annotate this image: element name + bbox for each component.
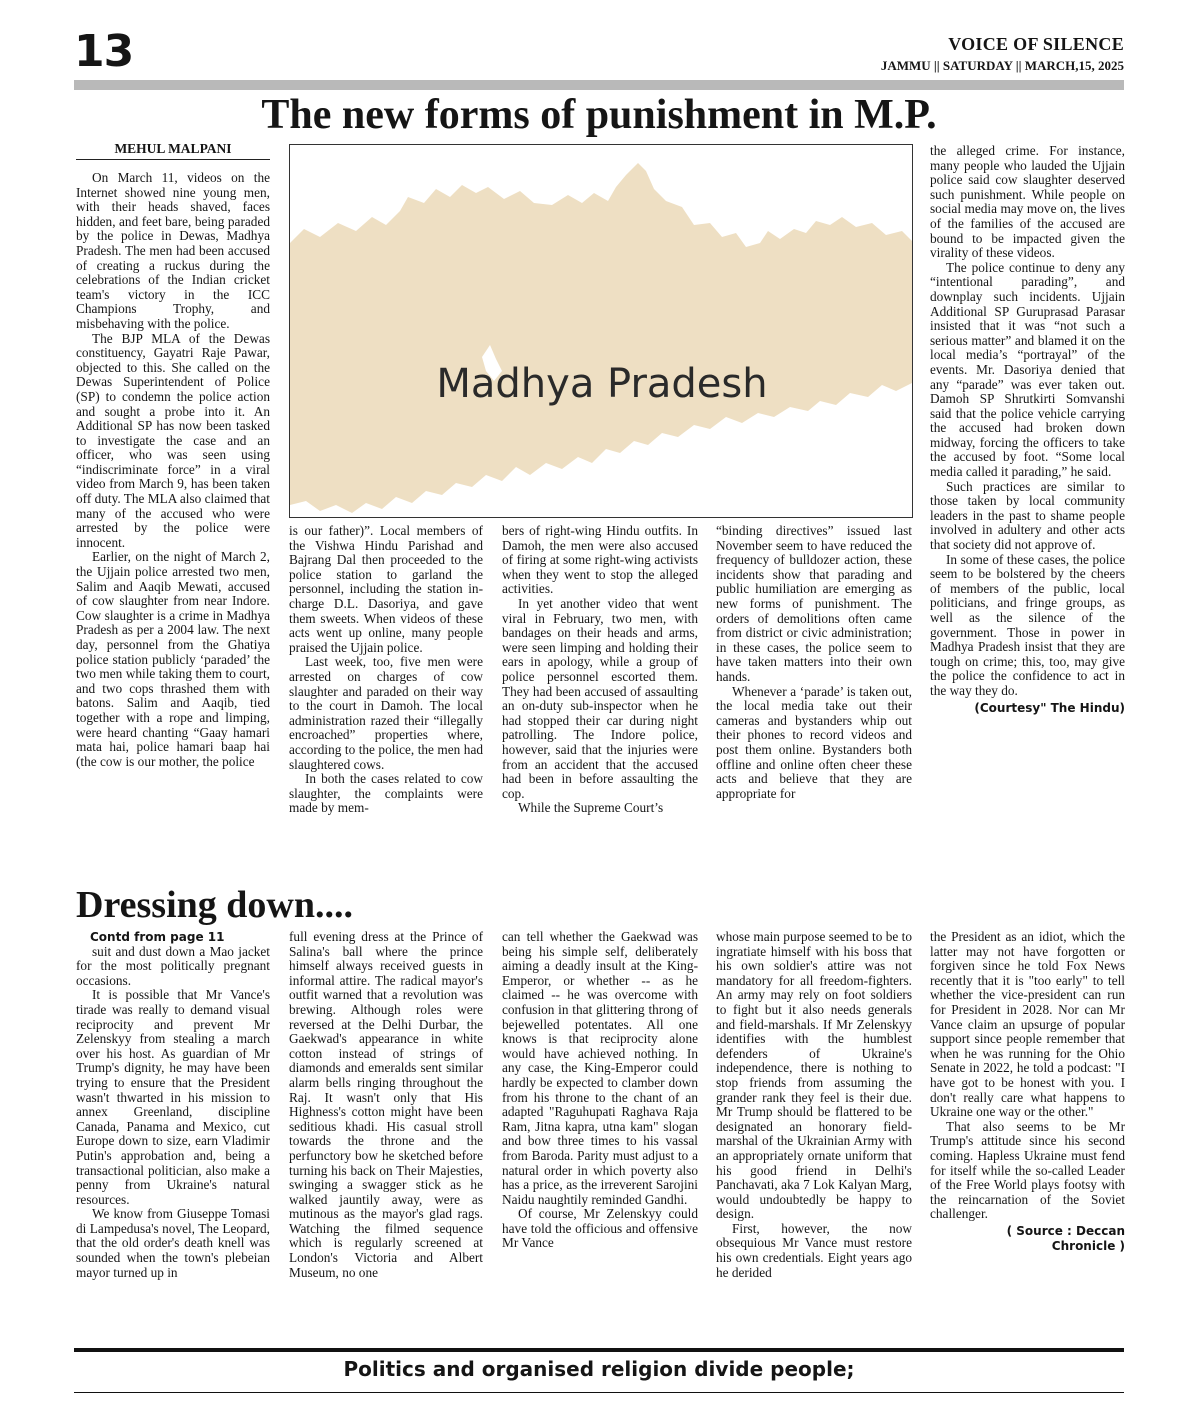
article1-column-5 <box>930 144 1125 715</box>
paragraph: Such practices are similar to those taken by local community leaders in the past to shame people involved in adultery and other acts that society did not approve of. <box>930 478 1125 553</box>
paragraph: the President as an idiot, which the latter may not have forgotten or forgiven since he told Fox News recently that it is "too early" to tell whether the vice-president can run for President in 2028. Nor can Mr Vance claim an upsurge of popular support since people remember that when he was running for the Ohio Senate in 2022, he told a podcast: "I have got to be honest with you. I don't really care what happens to Ukraine one way or the other." <box>930 929 1125 1120</box>
footer-rule <box>74 1348 1124 1352</box>
paragraph: Earlier, on the night of March 2, the Ujjain police arrested two men, Salim and Aaqib Mewati, accused of cow slaughter from near Indore. Cow slaughter is a crime in Madhya Pradesh as per a 2004 law. The next day, personnel from the Ghatiya police station publicly ‘paraded’ the two men while taking them to court, and two cops thrashed them with batons. Salim and Aaqib, tied together with a rope and limping, were heard chanting “Gaay hamari mata hai, police hamari baap hai (the cow is our mother, the police <box>76 549 270 769</box>
state-shape <box>290 163 912 513</box>
paragraph: On March 11, videos on the Internet showed nine young men, with their heads shaved, faces hidden, and feet bare, being paraded by the police in Dewas, Madhya Pradesh. The men had been accused of creating a ruckus during the celebrations of the Indian cricket team's victory in the ICC Champions Trophy, and misbehaving with the police. <box>76 170 270 331</box>
article2-column-4 <box>716 930 912 1280</box>
top-rule <box>74 80 1124 90</box>
paragraph: Of course, Mr Zelenskyy could have told the officious and offensive Mr Vance <box>502 1206 698 1251</box>
dateline: JAMMU || SATURDAY || MARCH,15, 2025 <box>880 58 1124 73</box>
article-headline: The new forms of punishment in M.P. <box>261 92 937 138</box>
article2-headline: Dressing down.... <box>76 884 353 926</box>
article2-column-5 <box>930 930 1125 1254</box>
footer-slogan: Politics and organised religion divide people; <box>343 1357 855 1381</box>
paragraph: is our father)”. Local members of the Vishwa Hindu Parishad and Bajrang Dal then proceeded to the police station to garland the personnel, including the station in-charge D.L. Dasoriya, and gave them sweets. When videos of these acts went up online, many people praised the Ujjain police. <box>289 523 483 655</box>
footer-bottom-rule <box>74 1392 1124 1393</box>
paragraph: It is possible that Mr Vance's tirade was really to demand visual reciprocity and prevent Mr Zelenskyy from stealing a march over his host. As guardian of Mr Trump's dignity, he may have been trying to ensure that the President wasn't thwarted in his mission to annex Greenland, discipline Canada, Panama and Mexico, cut Europe down to size, earn Vladimir Putin's approbation and, being a transactional politician, also make a penny from Ukraine's natural resources. <box>76 987 270 1207</box>
madhya-pradesh-map <box>290 145 912 517</box>
paragraph: While the Supreme Court’s <box>518 800 664 816</box>
article2-column-2 <box>289 930 483 1280</box>
article1-column-2 <box>289 524 483 816</box>
paragraph: whose main purpose seemed to be to ingratiate himself with his boss that his own soldier's attire was not mandatory for all freedom-fighters. An army may rely on foot soldiers to fight but it also needs generals and field-marshals. If Mr Zelenskyy identifies with the humblest defenders of Ukraine's independence, there is nothing to stop friends from assuming the grander rank they feel is their due. Mr Trump should be flattered to be designated an honorary field-marshal of the Ukrainian Army with an appropriately ornate uniform that his good friend in Delhi's Panchavati, aka 7 Lok Kalyan Marg, would undoubtedly be happy to design. <box>716 929 912 1222</box>
paragraph: Whenever a ‘parade’ is taken out, the local media take out their cameras and bystanders whip out their phones to record videos and post them online. Bystanders both offline and online often cheer these acts and believe that they are appropriate for <box>716 683 912 801</box>
paragraph: That also seems to be Mr Trump's attitude since his second coming. Hapless Ukraine must fend for itself while the so-called Leader of the Free World plays footsy with the reincarnation of the Soviet challenger. <box>930 1118 1125 1222</box>
paragraph: full evening dress at the Prince of Salina's ball where the prince himself always received guests in informal attire. The radical mayor's outfit warned that a revolution was brewing. Although roles were reversed at the Delhi Durbar, the Gaekwad's appearance in white cotton instead of strings of diamonds and emeralds sent similar alarm bells ringing throughout the Raj. It wasn't only that His Highness's cotton might have been seditious khadi. His casual stroll towards the throne and the perfunctory bow he sketched before turning his back on Their Majesties, swinging a swagger stick as he walked jauntily away, were as mutinous as the mayor's glad rags. Watching the filmed sequence which is regularly screened at London's Victoria and Albert Museum, no one <box>289 929 483 1280</box>
paragraph: Last week, too, five men were arrested on charges of cow slaughter and paraded on their way to the court in Damoh. The local administration razed their “illegally encroached” properties where, according to the police, the men had slaughtered cows. <box>289 654 483 772</box>
paragraph: The police continue to deny any “intentional parading”, and downplay such incidents. Ujjain Additional SP Guruprasad Parasar insisted that it was “not such a serious matter” and blamed it on the local media’s “portrayal” of the events. Mr. Dasoriya denied that any “parade” was ever taken out. Damoh SP Shrutkirti Somvanshi said that the police vehicle carrying the accused had broken down midway, forcing the officers to take the accused by foot. “Some local media called it parading,” he said. <box>930 259 1125 480</box>
paragraph: can tell whether the Gaekwad was being his simple self, deliberately aiming a deadly insult at the King-Emperor, or whether -- as he claimed -- he was overcome with confusion in that glittering throng of bejewelled potentates. All one knows is that reciprocity alone would have achieved nothing. In any case, the King-Emperor could hardly be expected to clamber down from his throne to the chant of an adapted "Raguhupati Raghava Raja Ram, Jitna kapra, utna kam" slogan and bow three times to his vassal from Baroda. Parity must adjust to a natural order in which poverty also has a price, as the irreverent Sarojini Naidu naughtily reminded Gandhi. <box>502 929 698 1207</box>
courtesy-credit: (Courtesy" The Hindu) <box>974 700 1125 715</box>
paragraph: suit and dust down a Mao jacket for the most politically pregnant occasions. <box>76 943 270 988</box>
paragraph: The BJP MLA of the Dewas constituency, Gayatri Raje Pawar, objected to this. She called on the Dewas Superintendent of Police (SP) to condemn the police action and sought a probe into it. An Additional SP has now been tasked to investigate the case and an officer, who was seen using “indiscriminate force” in a viral video from March 9, has been taken off duty. The MLA also claimed that many of the accused who were arrested by the police were innocent. <box>76 330 270 550</box>
paragraph: In yet another video that went viral in February, two men, with bandages on their heads and arms, were seen limping and holding their ears in apology, while a group of police personnel escorted them. They had been accused of assaulting an on-duty sub-inspector when he had stopped their car during night patrolling. The Indore police, however, said that the injuries were from an accident that the accused had been in before assaulting the cop. <box>502 595 698 801</box>
paragraph: In both the cases related to cow slaughter, the complaints were made by mem- <box>289 771 483 816</box>
paragraph: First, however, the now obsequious Mr Vance must restore his own credentials. Eight years ago he derided <box>716 1220 912 1280</box>
map-image <box>289 144 913 518</box>
paragraph: In some of these cases, the police seem to be bolstered by the cheers of members of the public, local politicians, and fringe groups, as well as the silence of the government. Those in power in Madhya Pradesh insist that they are tough on crime; this, too, may give the police the confidence to act in the way they do. <box>930 551 1125 698</box>
paragraph: the alleged crime. For instance, many people who lauded the Ujjain police said cow slaughter deserved such punishment. While people on social media may move on, the lives of the families of the accused are bound to be impacted given the virality of these videos. <box>930 143 1125 261</box>
page-number: 13 <box>74 26 134 77</box>
newspaper-name: VOICE OF SILENCE <box>948 34 1124 54</box>
article1-column-1 <box>76 171 270 769</box>
byline: MEHUL MALPANI <box>76 141 270 160</box>
continued-from-label: Contd from page 11 <box>90 930 225 944</box>
article1-column-4 <box>716 524 912 801</box>
paragraph: bers of right-wing Hindu outfits. In Damoh, the men were also accused of firing at some right-wing activists when they went to stop the alleged activities. <box>502 523 698 597</box>
source-credit-line-1: ( Source : Deccan <box>1006 1223 1125 1238</box>
source-credit-line-2: Chronicle ) <box>1051 1238 1125 1253</box>
paragraph: We know from Giuseppe Tomasi di Lampedusa's novel, The Leopard, that the old order's death knell was sounded when the town's plebeian mayor turned up in <box>76 1206 270 1280</box>
article2-column-1 <box>76 930 270 1280</box>
article1-column-3 <box>502 524 698 816</box>
map-label: Madhya Pradesh <box>436 361 768 407</box>
article2-column-3 <box>502 930 698 1251</box>
masthead <box>881 34 1124 74</box>
paragraph: “binding directives” issued last November seem to have reduced the frequency of bulldozer action, these incidents show that parading and public humiliation are emerging as new forms of punishment. The orders of demolitions often came from district or civic administration; in these cases, the police seem to have taken matters into their own hands. <box>716 523 912 684</box>
